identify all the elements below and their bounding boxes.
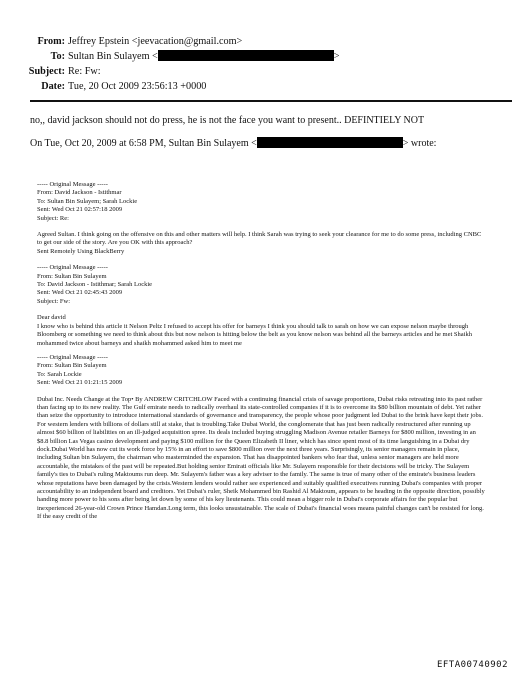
header-from-row bbox=[0, 34, 512, 49]
message-body: Dubai Inc. Needs Change at the Top• By ANDREW CRITCHLOW Faced with a continuing financial crisis of savage proportions, Dubai risks retreating into its past rather than facing up to its new reality. The Gulf emirate needs to radically overhaul its state-controlled companies if it is to overcome its $80 billion mountain of debt. Yet rather than seize the opportunity to introduce international standards of governance and transparency, the people whose poor judgment led Dubai to the brink have kept their jobs. For western lenders with billions of dollars still at stake, that is troubling.Take Dubai World, the conglomerate that has just been radically restructured after running up almost $60 billion of liabilities on an ill-judged acquisition spree. Its deals included buying struggling Madison Avenue retailer Barneys for $800 million, investing in an $8.8 billion Las Vegas casino development and paying $100 million for the Queen Elizabeth II liner, which has since spent most of its time languishing in a Dubai dry dock.Dubai World has now cut its work force by 15% in an effort to save $800 million over the next three years. Surprisingly, its senior managers remain in place, including Sultan bin Sulayem, the chairman who masterminded the expansion. That has disappointed bankers who fear that, unless senior managers are held more accountable, the mistakes of the past will be repeated.But holding senior Emirati officials like Mr. Sulayem responsible for their decisions will be tricky. The Sulayem family's ties to Dubai's ruling Maktoums run deep. Mr. Sulayem's father was a key adviser to the family. The same is true of many other of the emirate's business leaders whose reputations have been damaged by the crisis.Western lenders would rather see experienced and suitably qualified executives running Dubai's companies with proper accountability to an independent board and creditors. Yet Dubai's ruler, Sheik Mohammed bin Rashid Al Maktoum, appears to be heading in the opposite direction, possibly handing more power to his sons after being let down by some of his key lieutenants. This could mean a bigger role in Dubai's corporate affairs for the popular but inexperienced 26-year-old Crown Prince Hamdan.Long term, this looks unsustainable. The scale of Dubai's financial woes means painful changes can't be resisted for long. If the easy credit of the bbox=[37, 395, 485, 521]
message-subject: Subject: Re: bbox=[37, 214, 69, 222]
message-subject: Subject: Fw: bbox=[37, 297, 71, 305]
email-header bbox=[0, 34, 512, 94]
message-from: From: Sultan Bin Sulayem bbox=[37, 272, 107, 280]
message-heading: ----- Original Message ----- bbox=[37, 353, 108, 361]
message-heading: ----- Original Message ----- bbox=[37, 264, 108, 272]
date-value: Tue, 20 Oct 2009 23:56:13 +0000 bbox=[68, 81, 207, 92]
date-label: Date: bbox=[41, 81, 65, 92]
message-signature: Sent Remotely Using BlackBerry bbox=[37, 247, 125, 255]
quote-intro-suffix: > wrote: bbox=[402, 138, 437, 149]
quote-intro-prefix: On Tue, Oct 20, 2009 at 6:58 PM, Sultan Bin Sulayem < bbox=[30, 138, 257, 149]
message-from: From: Sultan Bin Sulayem bbox=[37, 362, 107, 370]
header-divider bbox=[30, 100, 512, 102]
message-from: From: David Jackson - Istithmar bbox=[37, 189, 122, 197]
message-body: Agreed Sultan. I think going on the offensive on this and other matters will help. I think Sarah was trying to seek your clearance for me to do some press, including CNBC to get our side of the story. Are you OK with this approach? bbox=[37, 231, 482, 247]
document-id: EFTA00740902 bbox=[436, 660, 508, 670]
subject-label: Subject: bbox=[28, 66, 65, 77]
message-to: To: Sultan Bin Sulayem; Sarah Lockie bbox=[37, 197, 138, 205]
message-greeting: Dear david bbox=[37, 314, 66, 322]
message-sent: Sent: Wed Oct 21 01:21:15 2009 bbox=[37, 379, 123, 387]
header-to-row bbox=[0, 49, 512, 64]
to-value: Sultan Bin Sulayem < bbox=[68, 51, 158, 62]
redaction-bar bbox=[257, 137, 403, 148]
message-body: I know who is behind this article it Nelson Peltz I refused to accept his offer for barneys I think you should talk to sarah on how we can expose nelson maybe through Bloomberg or something we need to think about this but now nelson is hitting below the belt as you know nelson was behind all the barneys articles and he met Shaikh mohammed twice about barneys and shaikh mohammed asked him to meet me bbox=[37, 322, 472, 347]
from-value: Jeffrey Epstein <jeevacation@gmail.com> bbox=[68, 36, 243, 47]
subject-value: Re: Fw: bbox=[68, 66, 101, 77]
quote-intro bbox=[30, 137, 436, 150]
message-to: To: Sarah Lockie bbox=[37, 370, 82, 378]
header-date-row bbox=[0, 79, 512, 94]
to-close: > bbox=[333, 51, 340, 62]
message-to: To: David Jackson - Istithmar; Sarah Lockie bbox=[37, 281, 153, 289]
message-sent: Sent: Wed Oct 21 02:57:18 2009 bbox=[37, 206, 123, 214]
reply-text: no,, david jackson should not do press, he is not the face you want to present.. DEFINTIELY NOT bbox=[30, 115, 425, 126]
to-label: To: bbox=[50, 51, 65, 62]
message-sent: Sent: Wed Oct 21 02:45:43 2009 bbox=[37, 289, 123, 297]
from-label: From: bbox=[37, 36, 65, 47]
to-value-wrap bbox=[68, 49, 340, 64]
redaction-bar bbox=[158, 50, 334, 61]
header-subject-row bbox=[0, 64, 512, 79]
quoted-thread bbox=[37, 181, 485, 522]
message-heading: ----- Original Message ----- bbox=[37, 181, 108, 188]
